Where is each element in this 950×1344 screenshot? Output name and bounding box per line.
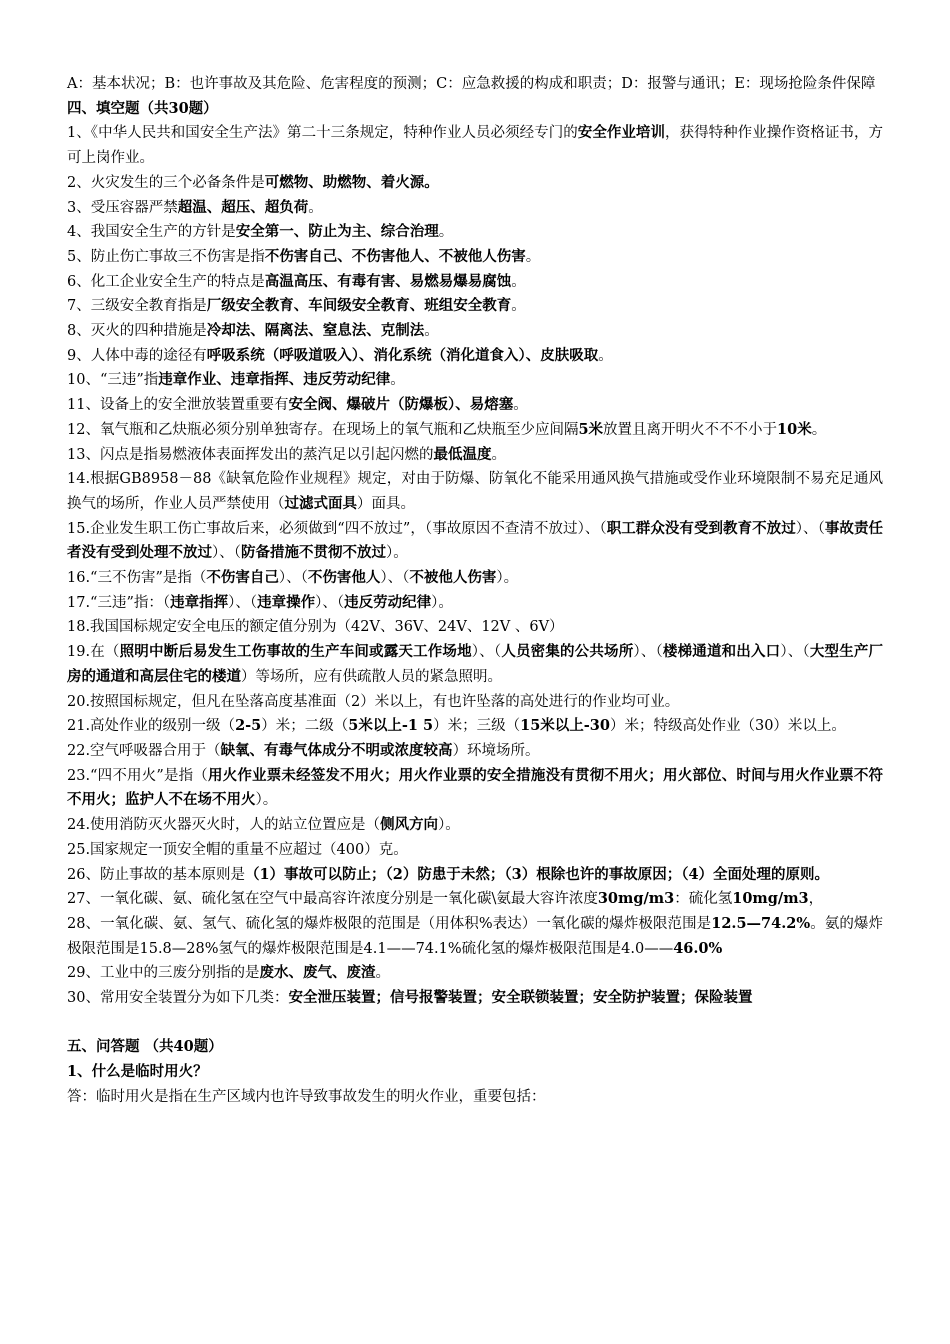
answer-text: 侧风方向 [380, 816, 439, 834]
question-text: ）、（ [315, 594, 345, 611]
fill-question-3 [67, 196, 883, 221]
answer-text: 厂级安全教育、车间级安全教育、班组安全教育 [206, 297, 512, 315]
question-text: 29、工业中的三废分别指的是 [67, 965, 260, 982]
question-text: 。 [438, 224, 454, 241]
fill-question-24 [67, 813, 883, 838]
fill-question-13 [67, 443, 883, 468]
fill-question-5 [67, 245, 883, 270]
answer-text: 大型生产厂房的通道和高层住宅的楼道 [67, 643, 884, 685]
question-text: 17.“三违”指：（ [67, 594, 171, 611]
question-text: ）、（ [380, 570, 410, 587]
question-text: 。 [525, 248, 541, 265]
fill-question-30 [67, 986, 883, 1011]
answer-text: 违章操作 [257, 593, 316, 611]
fill-question-17 [67, 591, 883, 616]
question-text: 1、《中华人民共和国安全生产法》第二十三条规定，特种作业人员必须经专门的 [67, 125, 578, 142]
question-text: 9、人体中毒的途径有 [67, 347, 207, 364]
question-text: 4、我国安全生产的方针是 [67, 224, 236, 241]
question-text: 。 [424, 323, 439, 340]
answer-text: 废水、废气、废渣 [259, 964, 376, 982]
question-text: 。 [513, 397, 528, 414]
question-text: 11、设备上的安全泄放装置重要有 [67, 397, 289, 414]
question-text: 2、火灾发生的三个必备条件是 [67, 174, 265, 191]
answer-text: 用火作业票未经签发不用火；用火作业票的安全措施没有贯彻不用火；用火部位、时间与用火作业票不符不用火；监护人不在场不用火 [67, 766, 884, 809]
question-text: 。 [390, 372, 405, 389]
question-text: 。 [491, 446, 506, 463]
question-text: 20.按照国标规定，但凡在坠落高度基准面（2）米以上，有也许坠落的高处进行的作业均可业。 [67, 693, 680, 710]
answer-text: 违反劳动纪律 [344, 593, 432, 611]
question-text: 16.“三不伤害”是指（ [67, 570, 207, 587]
section-4-title: 四、填空题（共30题） [67, 99, 218, 117]
question-text: 21.高处作业的级别一级（ [67, 718, 236, 735]
answer-text: 高温高压、有毒有害、易燃易爆易腐蚀 [264, 272, 512, 290]
question-text: 放置且离开明火不不不小于 [603, 421, 778, 438]
section-5-title: 五、问答题 （共40题） [67, 1038, 223, 1056]
answer-text: 安全作业培训 [577, 124, 665, 142]
fill-question-22 [67, 739, 883, 764]
question-text: ）米；特级高处作业（30）米以上。 [609, 718, 846, 735]
question-text: 。 [511, 273, 526, 290]
answer-text: 过滤式面具 [284, 494, 357, 512]
question-text: ）、（ [780, 644, 810, 661]
fill-question-25 [67, 838, 883, 863]
fill-question-28 [67, 912, 883, 961]
fill-question-21 [67, 714, 883, 739]
question-text: ）。 [255, 792, 278, 809]
fill-question-14 [67, 467, 883, 516]
question-text: ）米；二级（ [261, 718, 349, 735]
question-text: ）。 [431, 594, 453, 611]
question-text: 。 [811, 421, 827, 438]
answer-text: 安全第一、防止为主、综合治理 [235, 223, 439, 241]
answer-text: 人员密集的公共场所 [501, 643, 634, 661]
answer-text: 不被他人伤害 [409, 569, 497, 587]
answer-text: 不伤害自己 [206, 569, 279, 587]
fill-question-4 [67, 220, 883, 245]
question-text: 。 [308, 199, 323, 216]
question-text: 。 [511, 298, 526, 315]
answer-text: 10mg/m3 [732, 890, 809, 908]
question-text: ， [808, 891, 824, 908]
question-text: ）、（ [471, 644, 502, 661]
question-text: ）、（ [212, 545, 241, 562]
question-text: 26、防止事故的基本原则是 [67, 866, 245, 883]
question-text: 22.空气呼吸器合用于（ [67, 742, 221, 759]
question-text: 6、化工企业安全生产的特点是 [67, 273, 265, 290]
answer-text: 可燃物、助燃物、着火源。 [264, 173, 439, 191]
question-text: 。氨的爆炸极限范围是15.8—28%氢气的爆炸极限范围是4.1——74.1%硫化氢的爆炸极限范围是4.0—— [67, 915, 883, 957]
fill-question-20 [67, 690, 883, 715]
answer-text: （1）事故可以防止；（2）防患于未然；（3）根除也许的事故原因；（4）全面处理的原则。 [244, 865, 830, 883]
question-text: 。 [598, 347, 613, 364]
answer-text: 楼梯通道和出入口 [662, 643, 781, 661]
question-text: ）。 [386, 545, 408, 562]
question-text: 13、闪点是指易燃液体表面挥发出的蒸汽足以引起闪燃的 [67, 446, 434, 463]
answer-text: 2-5 [235, 717, 262, 735]
fill-question-16 [67, 566, 883, 591]
fill-question-18 [67, 615, 883, 640]
answer-text: 冷却法、隔离法、窒息法、克制法 [206, 322, 425, 340]
question-text: ）面具。 [357, 495, 415, 512]
answer-text: 超温、超压、超负荷 [177, 198, 309, 216]
spacer [67, 1011, 883, 1036]
fill-question-27 [67, 887, 883, 912]
question-text: ）、（ [228, 594, 258, 611]
question-text: 3、受压容器严禁 [67, 199, 178, 216]
question-text: ）米；三级（ [433, 718, 521, 735]
question-text: 27、一氧化碳、氨、硫化氢在空气中最高容许浓度分别是一氧化碳\氨最大容许浓度 [67, 891, 598, 908]
question-text: 。 [375, 965, 390, 982]
answer-text: 15米以上-30 [520, 717, 610, 735]
fill-question-26 [67, 863, 883, 888]
fill-question-6 [67, 270, 883, 295]
question-text: ）。 [496, 570, 519, 587]
answer-text: 不伤害他人 [307, 569, 381, 587]
document-page [67, 72, 883, 1110]
answer-text: 事故责任者没有受到处理不放过 [67, 519, 883, 562]
answer-text: 违章指挥 [170, 593, 229, 611]
question-text: 5、防止伤亡事故三不伤害是指 [67, 248, 265, 265]
question-text: 14.根据GB8958－88《缺氧危险作业规程》规定，对由于防爆、防氧化不能采用通风换气措施或受作业环境限制不易充足通风换气的场所，作业人员严禁使用（ [67, 471, 883, 512]
fill-question-19 [67, 640, 883, 689]
fill-question-23 [67, 764, 883, 813]
answer-text: 安全泄压装置；信号报警装置；安全联锁装置；安全防护装置；保险装置 [288, 989, 753, 1007]
question-text: ，获得特种作业操作资格证书，方可上岗作业。 [67, 125, 884, 167]
answer-text: 最低温度 [433, 445, 492, 463]
intro-text: A：基本状况；B：也许事故及其危险、危害程度的预测；C：应急救援的构成和职责；D：报警与通讯；E：现场抢险条件保障 [67, 76, 876, 92]
question-text: ）环境场所。 [452, 742, 540, 759]
fill-question-2 [67, 171, 883, 196]
question-text: ：硫化氢 [674, 891, 733, 908]
answer-text: 呼吸系统（呼吸道吸入）、消化系统（消化道食入）、皮肤吸取 [206, 346, 599, 364]
question-text: 19.在（ [67, 644, 120, 661]
question-text: 18.我国国标规定安全电压的额定值分别为（42V、36V、24V、12V 、6V） [67, 619, 564, 636]
fill-question-9 [67, 344, 883, 369]
fill-question-15 [67, 517, 883, 566]
question-text: ）、（ [278, 570, 308, 587]
answer-text: 不伤害自己、不伤害他人、不被他人伤害 [264, 247, 526, 265]
answer-text: 安全阀、爆破片（防爆板）、易熔塞 [288, 396, 514, 414]
fill-question-12 [67, 418, 883, 443]
answer-text: 缺氧、有毒气体成分不明或浓度较高 [220, 741, 453, 759]
answer-text: 职工群众没有受到教育不放过 [606, 519, 796, 537]
fill-question-7 [67, 294, 883, 319]
question-text: 7、三级安全教育指是 [67, 298, 207, 315]
question-text: ）等场所，应有供疏散人员的紧急照明。 [241, 668, 502, 685]
question-text: ）、（ [633, 644, 663, 661]
fill-question-8 [67, 319, 883, 344]
question-text: ）。 [438, 817, 460, 834]
question-text: 15.企业发生职工伤亡事故后来，必须做到“四不放过”，（事故原因不查清不放过）、（ [67, 520, 607, 537]
fill-question-29 [67, 961, 883, 986]
answer-text: 12.5—74.2% [711, 914, 811, 932]
question-text: 24.使用消防灭火器灭火时，人的站立位置应是（ [67, 817, 381, 834]
question-text: 30、常用安全装置分为如下几类： [67, 990, 289, 1007]
qa-question-1: 1、什么是临时用火？ [67, 1063, 208, 1081]
answer-text: 30mg/m3 [597, 890, 675, 908]
fill-question-11 [67, 393, 883, 418]
question-text: 25.国家规定一顶安全帽的重量不应超过（400）克。 [67, 841, 408, 858]
answer-text: 照明中断后易发生工伤事故的生产车间或露天工作场地 [119, 643, 472, 661]
answer-text: 46.0% [673, 939, 723, 957]
answer-text: 违章作业、违章指挥、违反劳动纪律 [158, 371, 391, 389]
qa-answer-1: 答：临时用火是指在生产区域内也许导致事故发生的明火作业，重要包括： [67, 1088, 546, 1105]
question-text: 23.“四不用火”是指（ [67, 767, 208, 784]
answer-text: 5米 [578, 420, 604, 438]
question-text: 12、氧气瓶和乙炔瓶必须分别单独寄存。在现场上的氧气瓶和乙炔瓶至少应间隔 [67, 421, 579, 438]
answer-text: 防备措施不贯彻不放过 [241, 544, 386, 562]
answer-text: 10米 [777, 420, 812, 438]
fill-question-10 [67, 368, 883, 393]
question-text: 10、“三违”指 [67, 372, 159, 389]
fill-question-1 [67, 121, 883, 170]
answer-text: 5米以上-1 5 [348, 717, 434, 735]
question-text: 8、灭火的四种措施是 [67, 323, 207, 340]
question-text: 28、一氧化碳、氨、氢气、硫化氢的爆炸极限的范围是（用体积%表达）一氧化碳的爆炸极限范围是 [67, 915, 712, 932]
question-text: ）、（ [795, 520, 825, 537]
